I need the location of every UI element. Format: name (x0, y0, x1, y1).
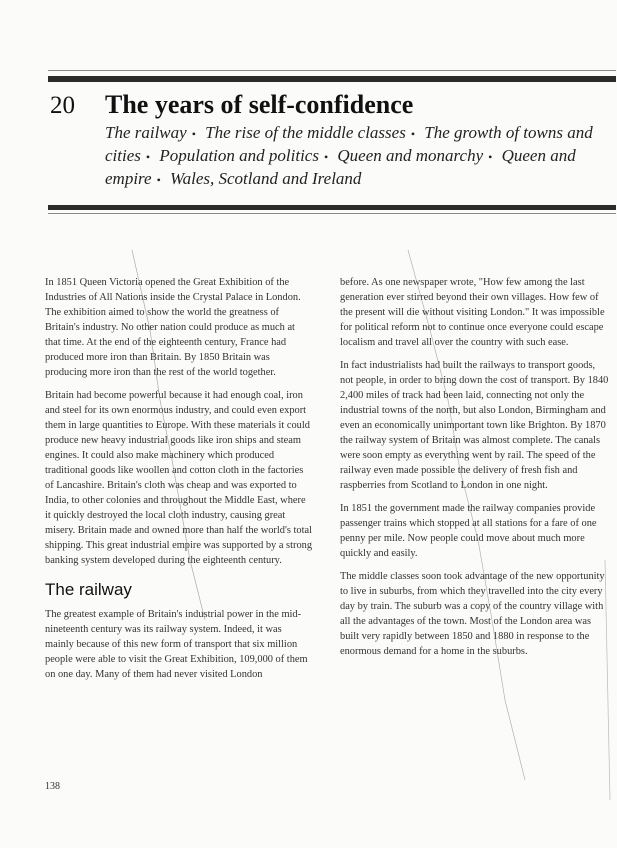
chapter-topics (105, 122, 613, 191)
section-heading: The railway (45, 580, 132, 599)
topic-railway: The railway (105, 123, 187, 142)
topic-bullet: • (191, 127, 196, 141)
chapter-number: 20 (50, 92, 75, 119)
topic-bullet: • (488, 150, 493, 164)
topic-towns-cities: The growth of towns and cities (105, 123, 593, 165)
page-number: 138 (45, 781, 60, 792)
paragraph: The greatest example of Britain's industrial power in the mid-nineteenth century was its railway system. Indeed, it was mainly because of this new form of transport that six million people were able to visit the Great Exhibition, 109,000 of them on one day. Many of them had never visited London (45, 609, 308, 680)
chapter-title: The years of self-confidence (105, 90, 414, 119)
topic-bullet: • (323, 150, 329, 164)
topic-bullet: • (156, 173, 161, 187)
topic-queen-empire: Queen and empire (105, 146, 576, 188)
topic-population-politics: Population and politics (159, 146, 319, 165)
paragraph: Britain had become powerful because it had enough coal, iron and steel for its own enormous industry, and could even export them in large quantities to Europe. With these materials it could produce new heavy industrial goods like iron ships and steam engines. It could also make machinery which produced traditional goods like woollen and cotton cloth in the factories of Lancashire. Britain's cloth was cheap and was exported to India, to other colonies and throughout the Middle East, where it quickly destroyed the local cloth industry, causing great misery. Britain made and owned more than half the world's total shipping. This great industrial empire was supported by a strong banking system developed during the eighteenth century. (45, 390, 313, 566)
paragraph: In fact industrialists had built the railways to transport goods, not people, in order to bring down the cost of transport. By 1840 2,400 miles of track had been laid, connecting not only the industrial towns of the north, but also London, Birmingham and even an economically unimportant town like Brighton. By 1870 the railway system of Britain was almost complete. The canals were soon empty as everything went by rail. The speed of the railway even made possible the delivery of fresh fish and raspberries from Scotland to London in one night. (340, 360, 609, 491)
right-column (340, 275, 610, 667)
header-rule-bottom-thin (48, 213, 616, 214)
paragraph: before. As one newspaper wrote, "How few among the last generation ever stirred beyond their own villages. How few of the present will die without visiting London." It was impossible for political reform not to continue once everyone could escape localism and travel all over the country with such ease. (340, 277, 605, 348)
header-rule-bottom (48, 205, 616, 210)
paragraph: In 1851 Queen Victoria opened the Great Exhibition of the Industries of All Nations inside the Crystal Palace in London. The exhibition aimed to show the world the greatness of Britain's industry. No other nation could produce as much at that time. At the end of the eighteenth century, France had produced more iron than Britain. By 1850 Britain was producing more iron than the rest of the world together. (45, 277, 301, 378)
paragraph: In 1851 the government made the railway companies provide passenger trains which stopped at all stations for a fare of one penny per mile. Now people could move about much more quickly and easily. (340, 503, 597, 559)
topic-bullet: • (410, 127, 416, 141)
topic-wales-scotland-ireland: Wales, Scotland and Ireland (170, 169, 362, 188)
topic-middle-classes: The rise of the middle classes (205, 123, 406, 142)
header-rule (48, 76, 616, 82)
paragraph: The middle classes soon took advantage of the new opportunity to live in suburbs, from which they travelled into the city every day by train. The suburb was a copy of the country village with all the advantages of the town. Most of the London area was built very rapidly between 1850 and 1880 in response to the enormous demand for a home in the suburbs. (340, 571, 605, 657)
topic-queen-monarchy: Queen and monarchy (337, 146, 484, 165)
header-rule-thin (48, 70, 616, 71)
left-column (45, 275, 313, 690)
topic-bullet: • (145, 150, 151, 164)
